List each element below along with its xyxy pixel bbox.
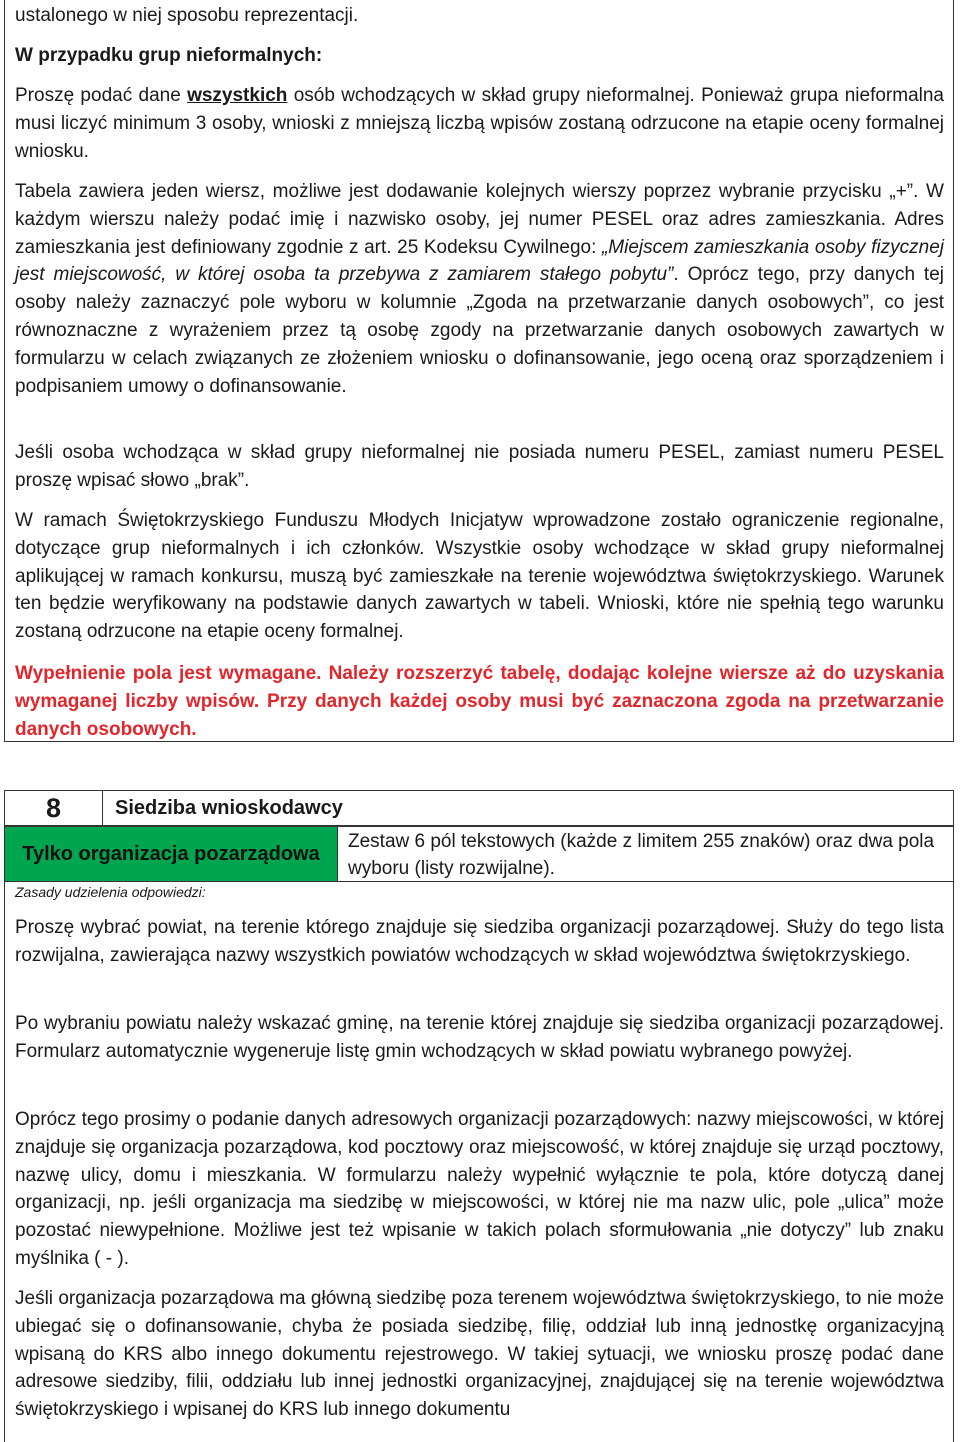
- informal-para-1: Proszę podać dane wszystkich osób wchodzących w skład grupy nieformalnej. Ponieważ grupa nieformalna musi liczyć minimum 3 osoby, wnioski z mniejszą liczbą wpisów zostaną odrzucone na etapie oceny formalnej wniosku.: [15, 85, 944, 162]
- rules-label: Zasady udzielenia odpowiedzi:: [15, 884, 206, 900]
- informal-para-4: W ramach Świętokrzyskiego Funduszu Młodych Inicjatyw wprowadzone zostało ograniczenie regionalne, dotyczące grup nieformalnych i ich członków. Wszystkie osoby wchodzące w skład grupy nieformalnej aplikującej w ramach konkursu, muszą być zamieszkałe na terenie województwa świętokrzyskiego. Warunek ten będzie weryfikowany na podstawie danych zawartych w tabeli. Wnioski, które nie spełnią tego warunku zostaną odrzucone na etapie oceny formalnej.: [15, 510, 944, 643]
- section-number: 8: [5, 791, 103, 825]
- informal-para-3: Jeśli osoba wchodząca w skład grupy nieformalnej nie posiada numeru PESEL, zamiast numeru PESEL proszę wpisać słowo „brak”.: [15, 442, 944, 491]
- field-description: Zestaw 6 pól tekstowych (każde z limitem 255 znaków) oraz dwa pola wyboru (listy rozwijalne).: [338, 826, 954, 882]
- informal-groups-heading: W przypadku grup nieformalnych:: [15, 45, 323, 66]
- emphasis-all: wszystkich: [187, 85, 288, 106]
- seat-para-1: Proszę wybrać powiat, na terenie którego znajduje się siedziba organizacji pozarządowej. Służy do tego lista rozwijalna, zawierająca nazwy wszystkich powiatów wchodzących w skład województwa świętokrzyskiego.: [15, 917, 944, 966]
- seat-para-4: Jeśli organizacja pozarządowa ma główną siedzibę poza terenem województwa świętokrzyskiego, to nie może ubiegać się o dofinansowanie, chyba że posiada siedzibę, filię, oddział lub inną jednostkę organizacyjną wpisaną do KRS albo innego dokumentu rejestrowego. W takiej sytuacji, we wniosku proszę podać dane adresowe siedziby, filii, oddziału lub innej jednostki organizacyjnej, znajdującej się na terenie województwa świętokrzyskiego i wpisanej do KRS lub innego dokumentu: [15, 1288, 944, 1421]
- section-title: Siedziba wnioskodawcy: [115, 796, 343, 819]
- civil-code-quote: „Miejscem zamieszkania osoby fizycznej jest miejscowość, w której osoba ta przebywa z zamiarem stałego pobytu”: [15, 236, 944, 286]
- section-8-header: [4, 790, 954, 826]
- seat-para-3: Oprócz tego prosimy o podanie danych adresowych organizacji pozarządowych: nazwy miejscowości, w której znajduje się organizacja pozarządowa, kod pocztowy oraz miejscowość, w której znajduje się urząd pocztowy, nazwę ulicy, domu i mieszkania. W formularzu należy wypełnić wyłącznie te pola, które dotyczą danej organizacji, np. jeśli organizacja ma siedzibę w miejscowości, w której nie ma nazw ulic, pole „ulica” może pozostać niewypełnione. Możliwe jest też wpisanie w takich polach sformułowania „nie dotyczy” lub znaku myślnika ( - ).: [15, 1109, 944, 1269]
- applicant-type-badge: Tylko organizacja pozarządowa: [4, 826, 338, 882]
- required-note: Wypełnienie pola jest wymagane. Należy rozszerzyć tabelę, dodając kolejne wiersze aż do uzyskania wymaganej liczby wpisów. Przy danych każdej osoby musi być zaznaczona zgoda na przetwarzanie danych osobowych.: [15, 663, 944, 740]
- seat-para-2: Po wybraniu powiatu należy wskazać gminę, na terenie której znajduje się siedziba organizacji pozarządowej. Formularz automatycznie wygeneruje listę gmin wchodzących w skład powiatu wybranego powyżej.: [15, 1013, 944, 1062]
- informal-para-2: Tabela zawiera jeden wiersz, możliwe jest dodawanie kolejnych wierszy poprzez wybranie przycisku „+”. W każdym wierszu należy podać imię i nazwisko osoby, jej numer PESEL oraz adres zamieszkania. Adres zamieszkania jest definiowany zgodnie z art. 25 Kodeksu Cywilnego: „Miejscem zamieszkania osoby fizycznej jest miejscowość, w której osoba ta przebywa z zamiarem stałego pobytu”. Oprócz tego, przy danych tej osoby należy zaznaczyć pole wyboru w kolumnie „Zgoda na przetwarzanie danych osobowych”, co jest równoznaczne z wyrażeniem przez tą osobę zgody na przetwarzanie danych osobowych zawartych w formularzu w celach związanych ze złożeniem wniosku o dofinansowanie, jego oceną oraz sporządzeniem i podpisaniem umowy o dofinansowanie.: [15, 181, 944, 397]
- continued-text: ustalonego w niej sposobu reprezentacji.: [15, 5, 359, 26]
